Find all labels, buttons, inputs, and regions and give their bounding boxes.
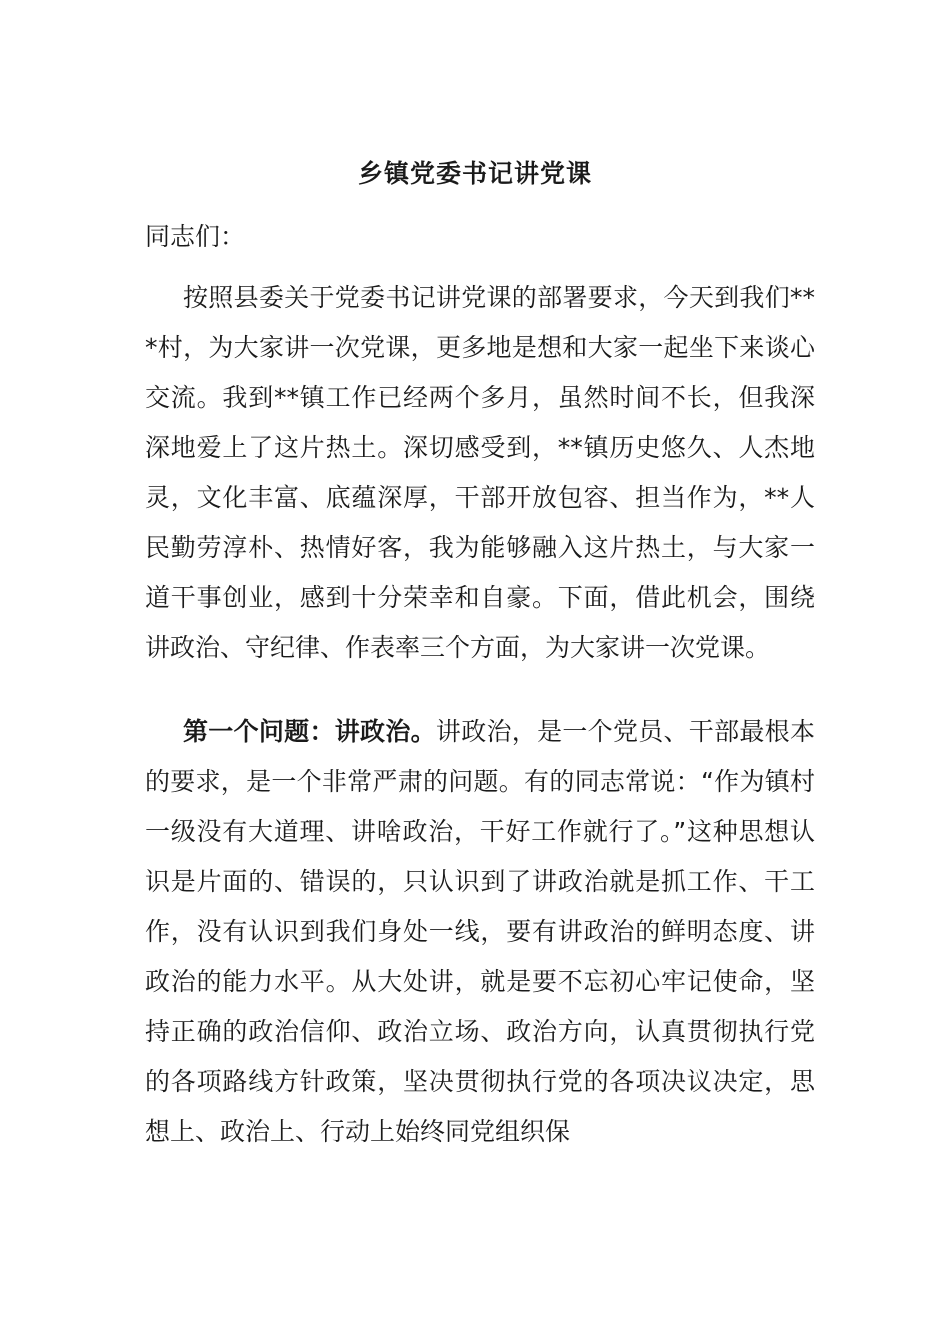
salutation: 同志们： [145, 222, 246, 251]
paragraph-first-question [145, 707, 815, 1157]
paragraph-intro [145, 273, 815, 673]
paragraph-first-question-text: 讲政治，是一个党员、干部最根本的要求，是一个非常严肃的问题。有的同志常说：“作为镇村一级没有大道理、讲啥政治，干好工作就行了。”这种思想认识是片面的、错误的，只认识到了讲政治就是抓工作、干工作，没有认识到我们身处一线，要有讲政治的鲜明态度、讲政治的能力水平。从大处讲，就是要不忘初心牢记使命，坚持正确的政治信仰、政治立场、政治方向，认真贯彻执行党的各项路线方针政策，坚决贯彻执行党的各项决议决定，思想上、政治上、行动上始终同党组织保 [145, 717, 815, 1146]
paragraph-lead-heading: 第一个问题：讲政治。 [183, 717, 436, 746]
document-title: 乡镇党委书记讲党课 [357, 159, 592, 188]
paragraph-intro-text: 按照县委关于党委书记讲党课的部署要求，今天到我们***村，为大家讲一次党课，更多地是想和大家一起坐下来谈心交流。我到**镇工作已经两个多月，虽然时间不长，但我深深地爱上了这片热土。深切感受到，**镇历史悠久、人杰地灵，文化丰富、底蕴深厚，干部开放包容、担当作为，**人民勤劳淳朴、热情好客，我为能够融入这片热土，与大家一道干事创业，感到十分荣幸和自豪。下面，借此机会，围绕讲政治、守纪律、作表率三个方面，为大家讲一次党课。 [145, 283, 815, 662]
